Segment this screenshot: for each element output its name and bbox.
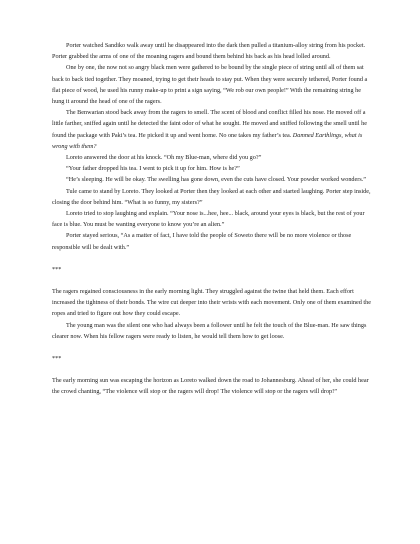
paragraph xyxy=(52,107,374,152)
paragraph: The young man was the silent one who had always been a follower until he felt the touch of the Blue-man. He saw things clearer now. When his fellow ragers were ready to listen, he would tell them how to get loose. xyxy=(52,321,367,340)
paragraph: The ragers regained consciousness in the early morning light. They struggled against the twine that held them. Each effort increased the tightness of their bonds. The wire cut deeper into their wrists with each movement. Only one of them examined the ropes and tried to figure out how they could escape. xyxy=(52,288,371,318)
paragraph-text: The Benwarian stood back away from the ragers to smell. The scent of blood and conflict filled his nose. He moved off a little farther, sniffed again until he detected the faint odor of what he sought. He moved and sniffed following the smell until he found the package with Paki’s tea. He picked it up and went home. No one takes my father’s tea. xyxy=(52,109,368,139)
paragraph: Loreto answered the door at his knock. “Oh my Blue-man, where did you go?” xyxy=(66,154,262,162)
paragraph: The early morning sun was escaping the horizon as Loreto walked down the road to Johannesburg. Ahead of her, she could hear the crowd chanting, “The violence will stop or the ragers will drop! The violence will stop or the ragers will drop!” xyxy=(52,377,369,396)
paragraph: Tule came to stand by Loreto. They looked at Porter then they looked at each other and started laughing. Porter step inside, closing the door behind him. “What is so funny, my sisters?” xyxy=(52,187,371,206)
section-separator: *** xyxy=(52,265,62,273)
paragraph: One by one, the now not so angry black men were gathered to be bound by the single piece of string until all of them sat back to back tied together. They moaned, trying to get their heads to stay put. When they were securely tethered, Porter found a flat piece of wood, he used his runny make-up to print a sign saying, “We rob our own people!” With the remaining string he hung it around the head of one of the ragers. xyxy=(52,64,368,106)
paragraph-italic-text: Damned Earthlings, what is wrong with them? xyxy=(52,131,363,150)
paragraph: “He’s sleeping. He will be okay. The swelling has gone down, even the cuts have closed. Your powder worked wonders.” xyxy=(66,176,367,184)
paragraph: “Your father dropped his tea. I went to pick it up for him. How is he?” xyxy=(66,165,240,173)
paragraph: Loreto tried to stop laughing and explain. “Your nose is...hee, hee... black, around your eyes is black, but the rest of your face is blue. You must be wanting everyone to know you’re an alien.” xyxy=(52,210,365,229)
document-page xyxy=(52,40,374,398)
paragraph: Porter watched Sandiko walk away until he disappeared into the dark then pulled a titanium-alloy string from his pocket. Porter grabbed the arms of one of the moaning ragers and bound them behind his back as his head lolled around. xyxy=(52,42,366,61)
paragraph: Porter stayed serious, “As a matter of fact, I have told the people of Soweto there will be no more violence or those responsible will be dealt with.” xyxy=(52,232,352,251)
section-separator: *** xyxy=(52,355,62,363)
